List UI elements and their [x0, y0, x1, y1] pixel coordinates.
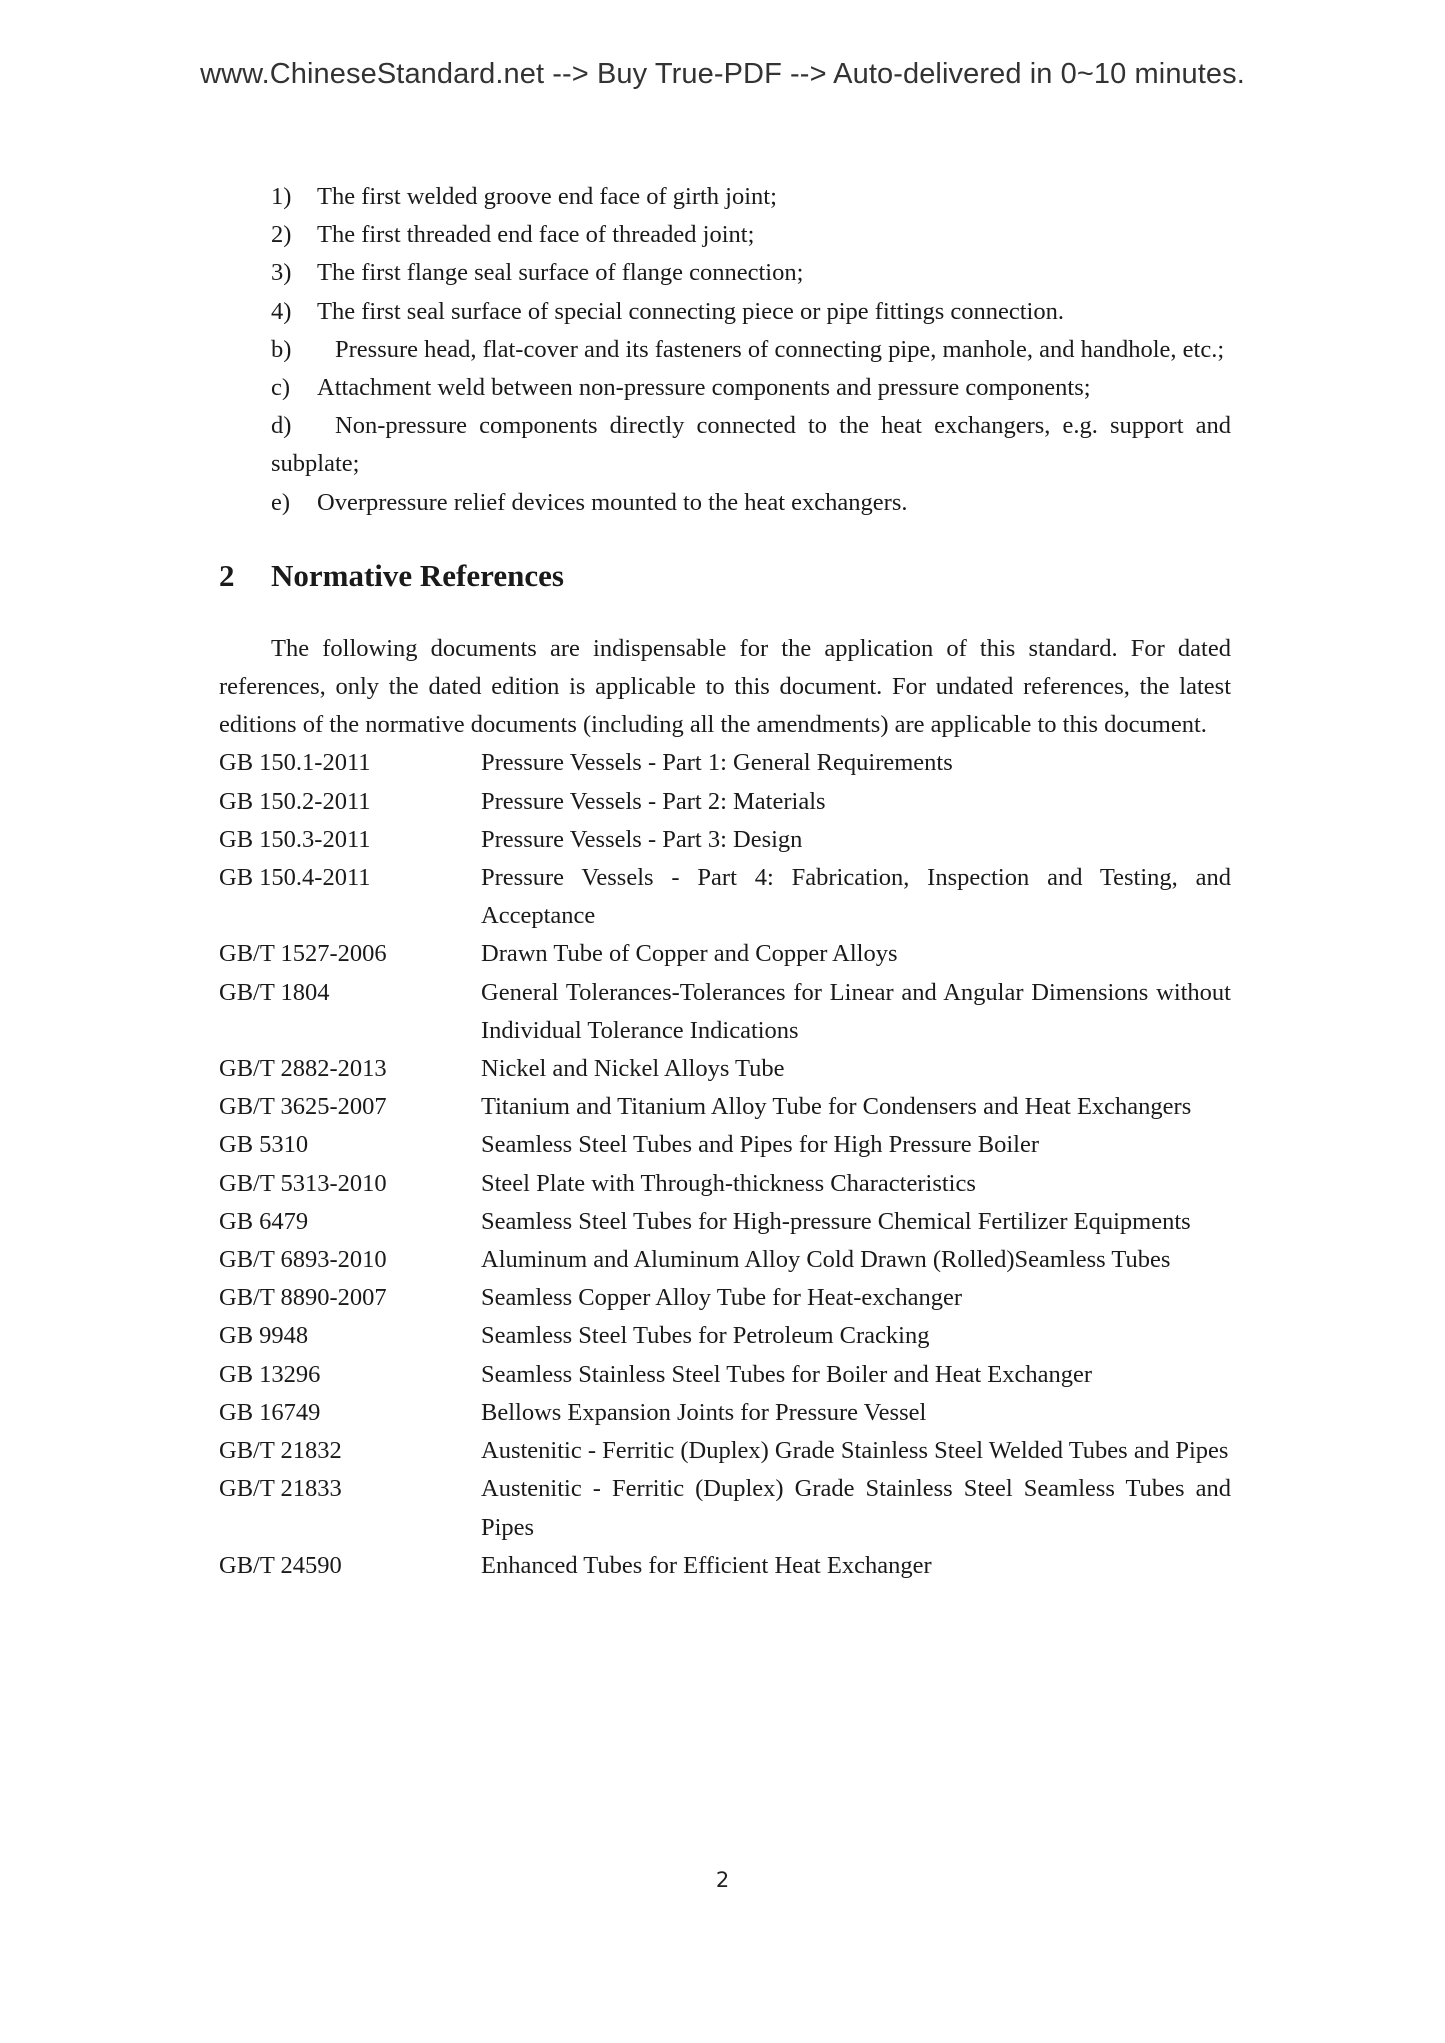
reference-code: GB 150.4-2011: [219, 864, 371, 892]
list-item: [219, 484, 1231, 522]
reference-title: Pressure Vessels - Part 2: Materials: [481, 787, 826, 815]
reference-code: GB/T 2882-2013: [219, 1055, 387, 1083]
list-item-text: The first threaded end face of threaded joint;: [317, 221, 755, 249]
reference-title: Pressure Vessels - Part 1: General Requirements: [481, 749, 953, 777]
reference-code: GB/T 6893-2010: [219, 1246, 387, 1274]
reference-row: [219, 859, 1231, 935]
reference-code: GB/T 24590: [219, 1551, 342, 1579]
list-item-number: 4): [271, 297, 292, 325]
list-item-text: Pressure head, flat-cover and its fasteners of connecting pipe, manhole, and handhole, etc.;: [335, 335, 1225, 363]
reference-row: [219, 1165, 1231, 1203]
reference-row: [219, 1088, 1231, 1126]
reference-row: [219, 1203, 1231, 1241]
reference-row: [219, 1279, 1231, 1317]
reference-code: GB/T 21832: [219, 1437, 342, 1465]
list-item-number: 3): [271, 259, 292, 287]
reference-title: General Tolerances-Tolerances for Linear and Angular Dimensions without Individual Tolerance Indications: [481, 978, 1231, 1044]
page-number: 2: [715, 1868, 730, 1892]
reference-code: GB/T 1804: [219, 978, 330, 1006]
reference-code: GB 16749: [219, 1398, 321, 1426]
reference-title: Seamless Copper Alloy Tube for Heat-exchanger: [481, 1284, 963, 1312]
section-intro-paragraph: The following documents are indispensable for the application of this standard. For dated references, only the dated edition is applicable to this document. For undated references, the latest editions of the normative documents (including all the amendments) are applicable to this document.: [219, 634, 1231, 739]
reference-row: [219, 1432, 1231, 1470]
list-item: [219, 178, 1231, 216]
lettered-list: [219, 331, 1231, 522]
list-item-label: b): [271, 335, 292, 363]
list-item-label: e): [271, 488, 291, 516]
list-item: [219, 216, 1231, 254]
reference-title: Pressure Vessels - Part 3: Design: [481, 825, 803, 853]
reference-title: Austenitic - Ferritic (Duplex) Grade Stainless Steel Welded Tubes and Pipes: [481, 1437, 1229, 1465]
reference-title: Seamless Stainless Steel Tubes for Boiler and Heat Exchanger: [481, 1360, 1093, 1388]
list-item: [219, 254, 1231, 292]
reference-row: [219, 1126, 1231, 1164]
section-title: Normative References: [271, 557, 564, 593]
reference-title: Bellows Expansion Joints for Pressure Vessel: [481, 1398, 927, 1426]
reference-title: Austenitic - Ferritic (Duplex) Grade Stainless Steel Seamless Tubes and Pipes: [481, 1475, 1231, 1541]
list-item-text: The first seal surface of special connecting piece or pipe fittings connection.: [317, 297, 1064, 325]
list-item-text: Non-pressure components directly connected to the heat exchangers, e.g. support and subplate;: [271, 412, 1231, 478]
reference-row: [219, 974, 1231, 1050]
list-item-number: 2): [271, 221, 292, 249]
numbered-list: [219, 178, 1231, 331]
reference-row: [219, 1241, 1231, 1279]
reference-title: Seamless Steel Tubes for Petroleum Cracking: [481, 1322, 930, 1350]
list-item-text: The first flange seal surface of flange connection;: [317, 259, 804, 287]
list-item: [219, 369, 1231, 407]
list-item-label: d): [271, 412, 292, 440]
list-item-label: c): [271, 374, 291, 402]
reference-row: [219, 1394, 1231, 1432]
reference-title: Steel Plate with Through-thickness Characteristics: [481, 1169, 976, 1197]
list-item: [219, 293, 1231, 331]
reference-code: GB/T 1527-2006: [219, 940, 387, 968]
reference-code: GB 150.1-2011: [219, 749, 371, 777]
header-banner: www.ChineseStandard.net --> Buy True-PDF --> Auto-delivered in 0~10 minutes.: [200, 58, 1245, 90]
reference-row: [219, 744, 1231, 782]
reference-code: GB 150.2-2011: [219, 787, 371, 815]
reference-title: Nickel and Nickel Alloys Tube: [481, 1055, 785, 1083]
references-list: [219, 744, 1231, 1584]
reference-code: GB/T 5313-2010: [219, 1169, 387, 1197]
reference-row: [219, 821, 1231, 859]
reference-code: GB/T 8890-2007: [219, 1284, 387, 1312]
list-item-number: 1): [271, 183, 292, 210]
list-item: [219, 331, 1231, 369]
reference-row: [219, 1317, 1231, 1355]
section-heading: [219, 556, 1231, 596]
reference-code: GB 150.3-2011: [219, 825, 371, 853]
reference-row: [219, 1470, 1231, 1546]
reference-row: [219, 1356, 1231, 1394]
reference-code: GB 13296: [219, 1360, 321, 1388]
list-item: [219, 407, 1231, 483]
reference-code: GB 6479: [219, 1207, 309, 1235]
reference-title: Seamless Steel Tubes for High-pressure Chemical Fertilizer Equipments: [481, 1207, 1191, 1235]
reference-title: Seamless Steel Tubes and Pipes for High Pressure Boiler: [481, 1131, 1040, 1159]
reference-code: GB 9948: [219, 1322, 309, 1350]
reference-title: Drawn Tube of Copper and Copper Alloys: [481, 940, 898, 968]
reference-row: [219, 1050, 1231, 1088]
reference-title: Titanium and Titanium Alloy Tube for Condensers and Heat Exchangers: [481, 1093, 1192, 1121]
reference-title: Pressure Vessels - Part 4: Fabrication, Inspection and Testing, and Acceptance: [481, 864, 1231, 930]
list-item-text: Attachment weld between non-pressure components and pressure components;: [317, 374, 1091, 402]
reference-row: [219, 783, 1231, 821]
list-item-text: The first welded groove end face of girth joint;: [317, 183, 777, 210]
document-body: [219, 178, 1231, 1585]
section-number: 2: [219, 557, 235, 593]
reference-row: [219, 1547, 1231, 1585]
reference-code: GB 5310: [219, 1131, 309, 1159]
reference-row: [219, 935, 1231, 973]
reference-code: GB/T 3625-2007: [219, 1093, 387, 1121]
reference-title: Enhanced Tubes for Efficient Heat Exchanger: [481, 1551, 932, 1579]
reference-code: GB/T 21833: [219, 1475, 342, 1503]
list-item-text: Overpressure relief devices mounted to the heat exchangers.: [317, 488, 908, 516]
reference-title: Aluminum and Aluminum Alloy Cold Drawn (Rolled)Seamless Tubes: [481, 1246, 1171, 1274]
